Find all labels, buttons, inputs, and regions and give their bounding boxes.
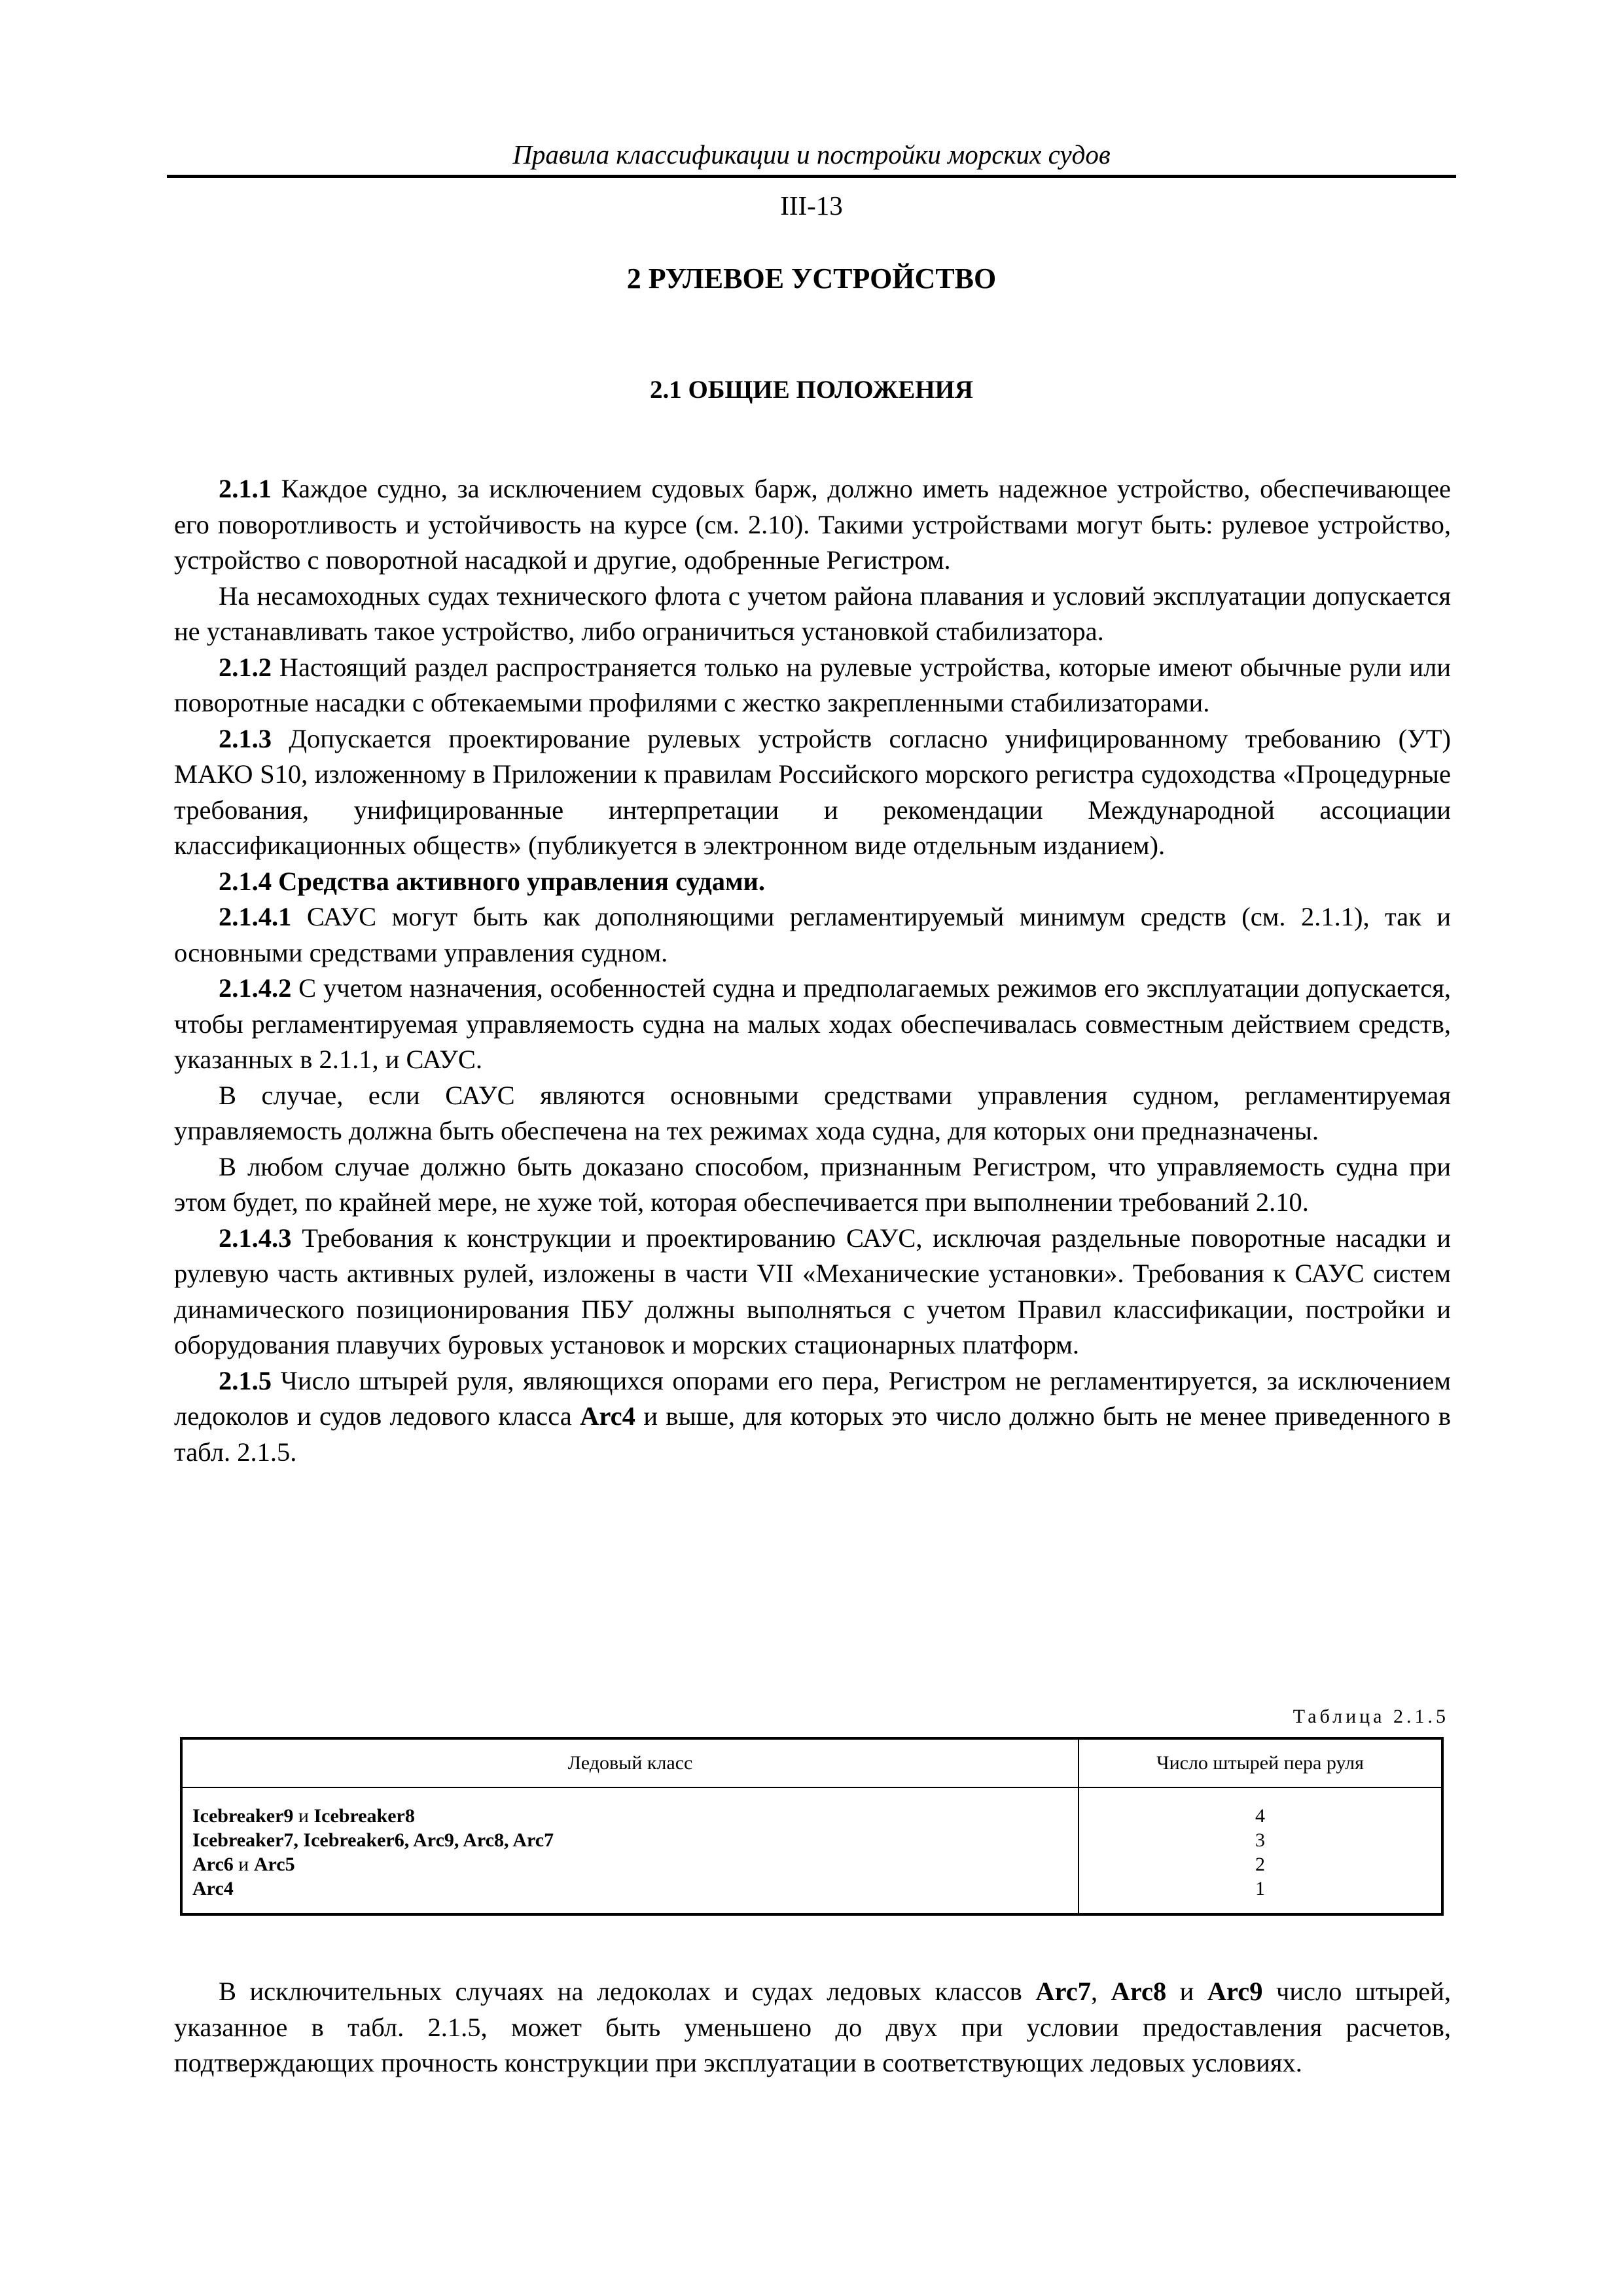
paragraph-2-1-1 [174,471,1451,579]
paragraph-2-1-3 [174,721,1451,864]
table-row [183,1852,1441,1876]
ice-class-term: Arc7 [1035,1977,1091,2006]
paragraph-text: На несамоходных судах технического флота с учетом района плавания и условий эксплуатации допускается не устанавливать такое устройство, либо ограничиться установкой стабилизатора. [174,581,1451,646]
paragraph-text: САУС могут быть как дополняющими регламентируемый минимум средств (см. 2.1.1), так и основными средствами управления судном. [174,902,1451,967]
ice-class-term: Arc8 [1111,1977,1167,2006]
paragraph-2-1-4-2-cont1 [174,1078,1451,1149]
conjunction: и [233,1854,254,1875]
ice-class-name: Icebreaker8 [313,1805,415,1827]
pintle-count-cell: 3 [1255,1829,1265,1851]
pintle-count-cell: 4 [1255,1805,1265,1827]
section-title: 2.1 ОБЩИЕ ПОЛОЖЕНИЯ [649,376,974,404]
paragraph-2-1-4-1 [174,899,1451,971]
paragraph-2-1-4-2-cont2 [174,1149,1451,1221]
paragraph-text: Настоящий раздел распространяется только на рулевые устройства, которые имеют обычные рули или поворотные насадки с обтекаемыми профилями с жестко закрепленными стабилизаторами. [174,652,1451,717]
ice-class-table [180,1737,1444,1916]
paragraph-text: и выше, для которых это число должно быть не менее приведенного в табл. 2.1.5. [174,1401,1451,1467]
paragraph-2-1-4-3 [174,1221,1451,1363]
table-row [183,1828,1441,1852]
column-header-pintle-count: Число штырей пера руля [1156,1752,1364,1774]
body-text [174,471,1451,1470]
ice-class-cell: Arc4 [192,1878,234,1899]
table-body [183,1804,1441,1901]
paragraph-text: и [1166,1977,1207,2006]
paragraph-text: В исключительных случаях на ледоколах и судах ледовых классов [219,1977,1036,2006]
conjunction: и [293,1805,314,1827]
after-table-text [174,1974,1451,2081]
clause-number: 2.1.4.2 [219,973,292,1003]
paragraph-text: число штырей, указанное в табл. 2.1.5, может быть уменьшено до двух при условии предоставления расчетов, подтверждающих прочность конструкции при эксплуатации в соответствующих ледовых условиях. [174,1977,1451,2077]
chapter-title: 2 РУЛЕВОЕ УСТРОЙСТВО [626,262,997,295]
paragraph-text: Требования к конструкции и проектированию САУС, исключая раздельные поворотные насадки и рулевую часть активных рулей, изложены в части VII «Механические установки». Требования к САУС систем динамического позиционирования ПБУ должны выполняться с учетом Правил классификации, постройки и оборудования плавучих буровых установок и морских стационарных платформ. [174,1223,1451,1359]
pintle-count-cell: 2 [1255,1854,1265,1875]
ice-class-name: Arc5 [253,1854,295,1875]
ice-class-name: Arc6 [192,1854,234,1875]
ice-class-term: Arc4 [580,1401,635,1431]
pintle-count-cell: 1 [1255,1878,1265,1899]
ice-class-name: Icebreaker9 [192,1805,294,1827]
paragraph-text: , [1090,1977,1111,2006]
paragraph-2-1-2 [174,650,1451,721]
clause-heading: 2.1.4 Средства активного управления судами. [219,866,765,896]
paragraph-text: В случае, если САУС являются основными средствами управления судном, регламентируемая управляемость должна быть обеспечена на тех режимах хода судна, для которых они предназначены. [174,1080,1451,1145]
column-header-ice-class: Ледовый класс [567,1752,693,1774]
clause-number: 2.1.3 [219,723,272,753]
ice-class-cell: Icebreaker7, Icebreaker6, Arc9, Arc8, Arc7 [192,1829,554,1851]
paragraph-2-1-4-2 [174,971,1451,1078]
paragraph-text: Каждое судно, за исключением судовых барж, должно иметь надежное устройство, обеспечивающее его поворотливость и устойчивость на курсе (см. 2.10). Такими устройствами могут быть: рулевое устройство, устройство с поворотной насадкой и другие, одобренные Регистром. [174,474,1451,575]
clause-number: 2.1.4.1 [219,902,292,931]
ice-class-term: Arc9 [1207,1977,1263,2006]
clause-number: 2.1.4.3 [219,1223,292,1253]
paragraph-2-1-5 [174,1363,1451,1471]
header-divider [183,1787,1441,1788]
paragraph-text: С учетом назначения, особенностей судна и предполагаемых режимов его эксплуатации допускается, чтобы регламентируемая управляемость судна на малых ходах обеспечивалась совместным действием средств, указанных в 2.1.1, и САУС. [174,973,1451,1074]
paragraph-text: В любом случае должно быть доказано способом, признанным Регистром, что управляемость судна при этом будет, по крайней мере, не хуже той, которая обеспечивается при выполнении требований 2.10. [174,1151,1451,1217]
ice-class-cell [192,1852,295,1876]
clause-number: 2.1.1 [219,474,272,503]
page-number: III-13 [780,190,843,221]
table-caption: Таблица 2.1.5 [1293,1706,1449,1727]
paragraph-text: Допускается проектирование рулевых устройств согласно унифицированному требованию (УТ) МАКО S10, изложенному в Приложении к правилам Российского морского регистра судоходства «Процедурные требования, унифицированные интерпретации и рекомендации Международной ассоциации классификационных обществ» (публикуется в электронном виде отдельным изданием). [174,723,1451,860]
paragraph-exceptions [174,1974,1451,2081]
table-row [183,1804,1441,1828]
clause-number: 2.1.2 [219,652,272,682]
header-rule [167,175,1456,178]
paragraph-2-1-4 [174,864,1451,900]
table-row [183,1876,1441,1901]
running-header: Правила классификации и постройки морских судов [512,139,1111,170]
clause-number: 2.1.5 [219,1365,272,1395]
paragraph-text: Число штырей руля, являющихся опорами его пера, Регистром не регламентируется, за исключением ледоколов и судов ледового класса [174,1365,1451,1431]
paragraph-2-1-1-cont [174,579,1451,650]
ice-class-cell [192,1804,415,1828]
